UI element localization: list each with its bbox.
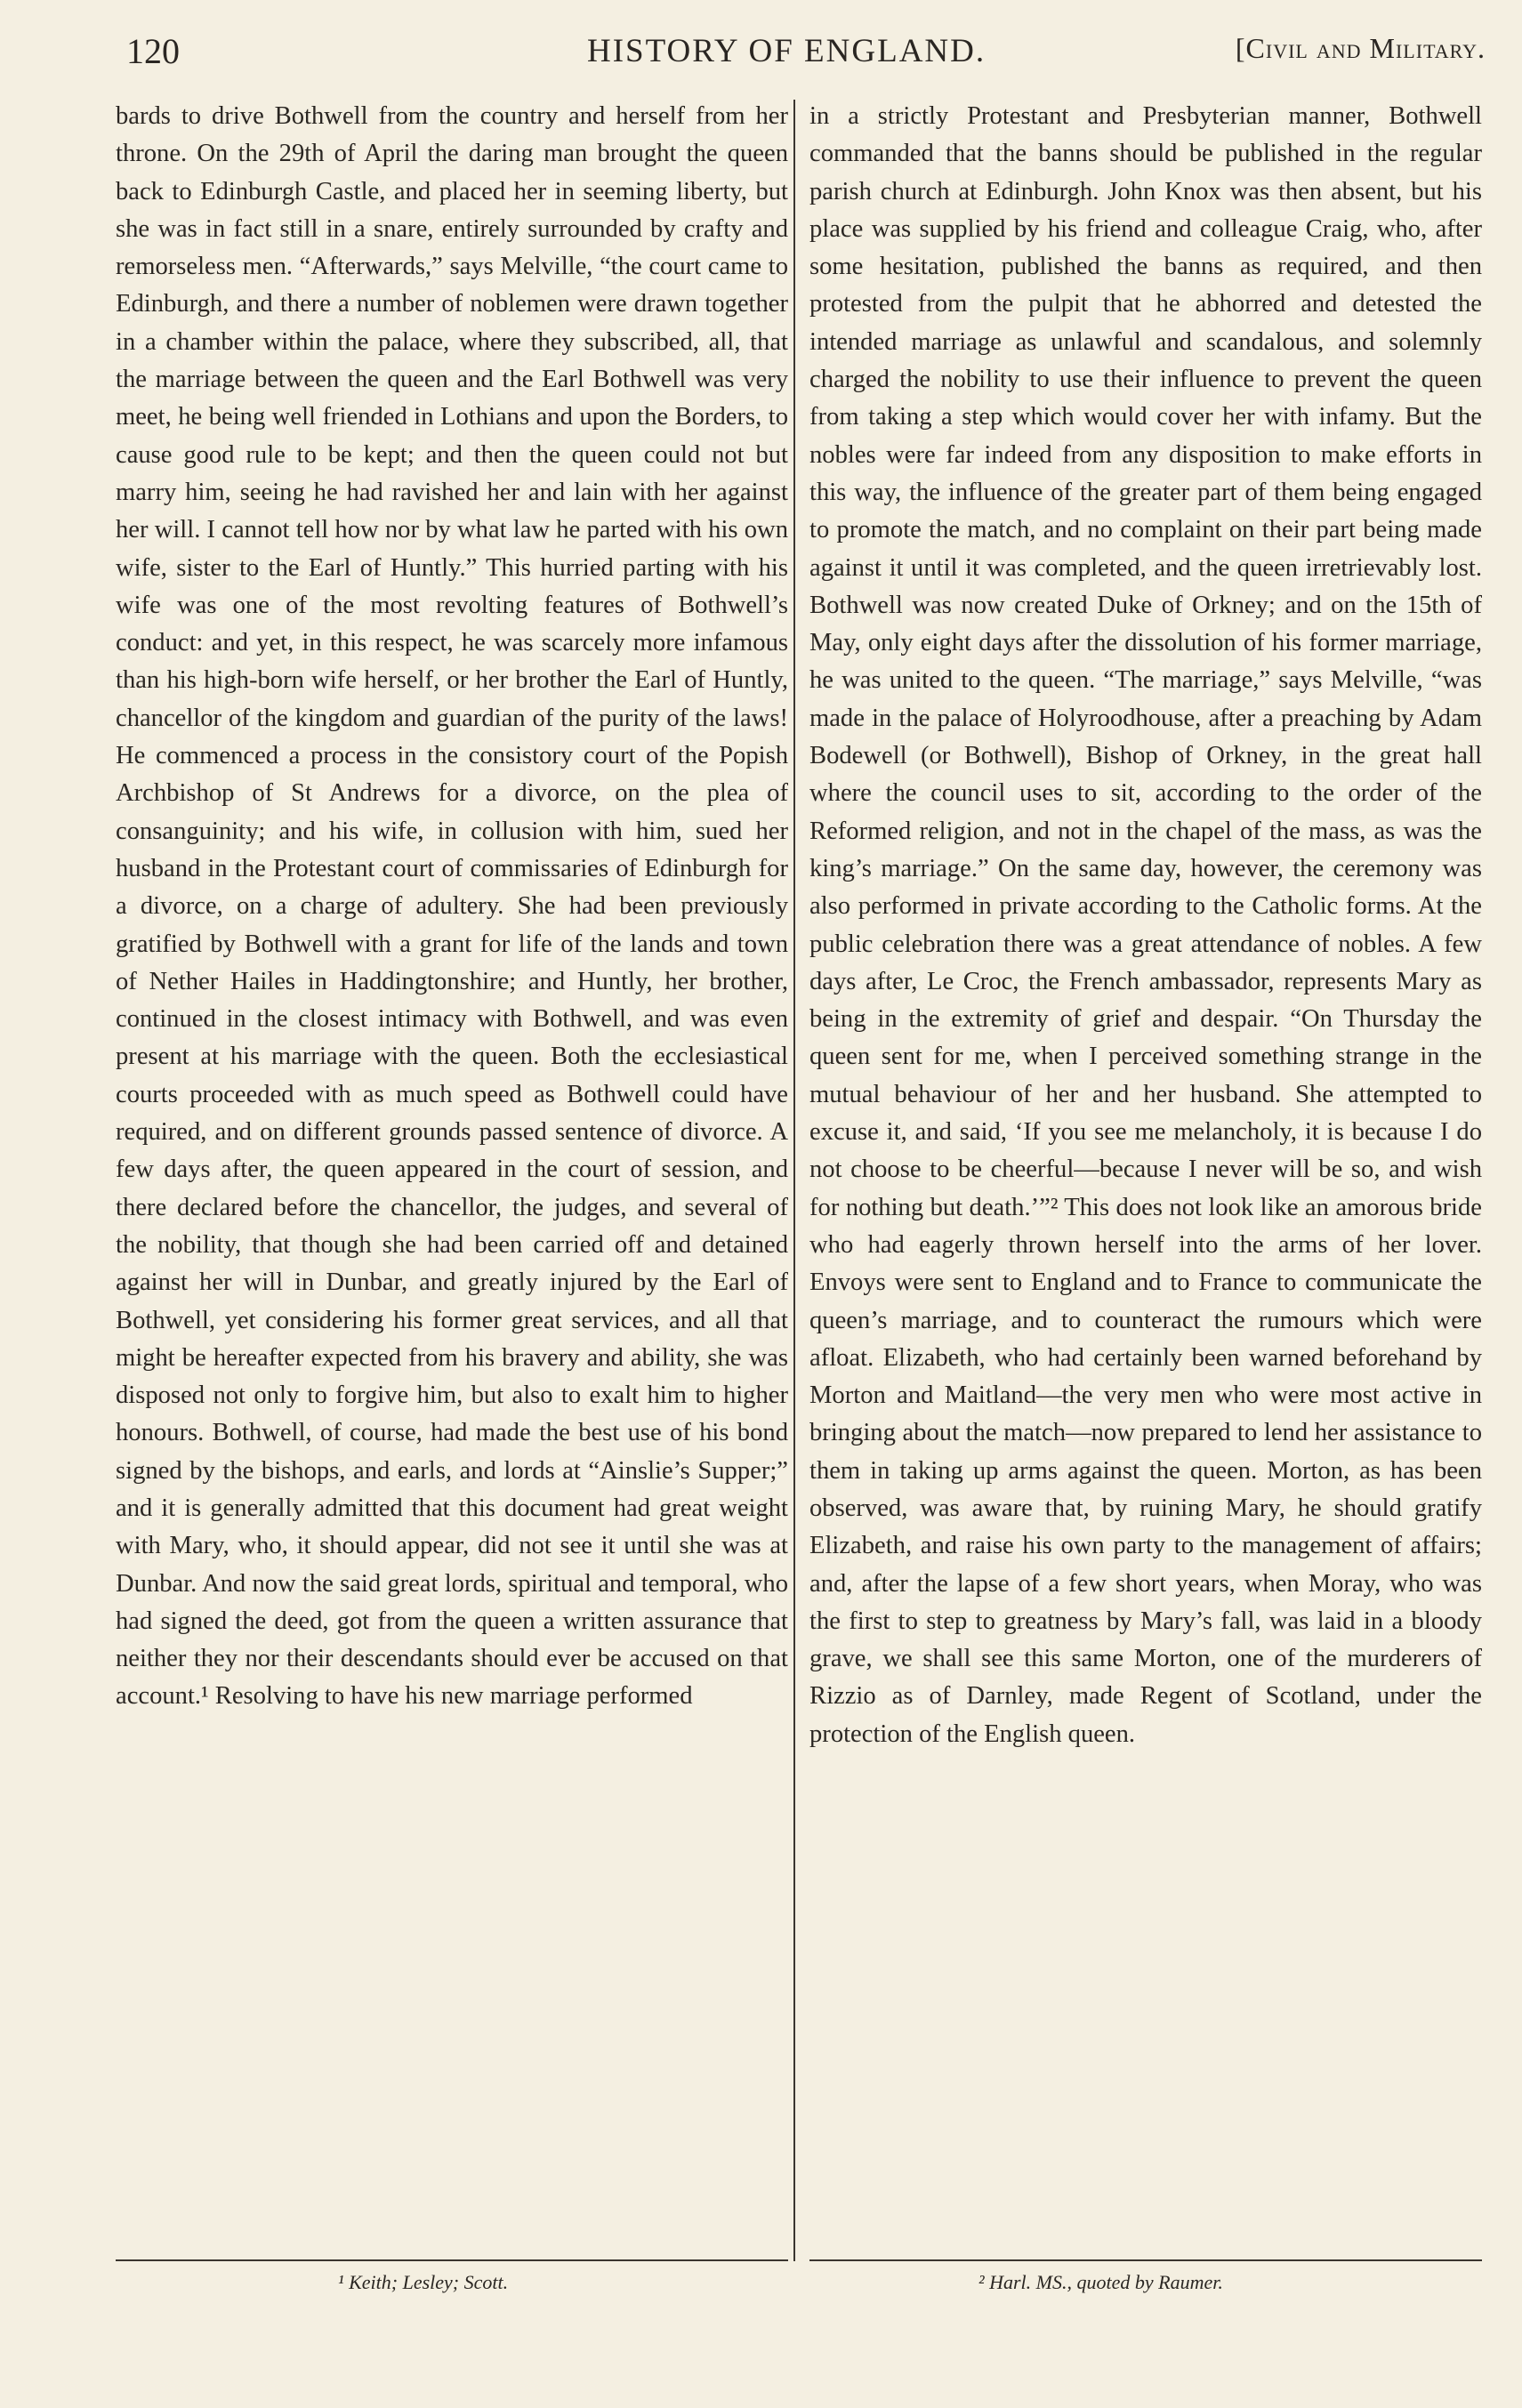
column-divider (793, 100, 795, 2261)
section-heading: [Civil and Military. (1235, 32, 1486, 64)
left-column-text: bards to drive Bothwell from the country and herself from her throne. On the 29th of April the daring man brought the queen back to Edinburgh Castle, and placed her in seeming liberty, but she was in fact still in a snare, entirely surrounded by crafty and remorseless men. “Afterwards,” says Melville, “the court came to Edinburgh, and there a number of noblemen were drawn together in a chamber within the palace, where they subscribed, all, that the marriage between the queen and the Earl Bothwell was very meet, he being well friended in Lothians and upon the Borders, to cause good rule to be kept; and then the queen could not but marry him, seeing he had ravished her and lain with her against her will. I cannot tell how nor by what law he parted with his own wife, sister to the Earl of Huntly.” This hurried parting with his wife was one of the most revolting features of Bothwell’s conduct: and yet, in this respect, he was scarcely more infamous than his high-born wife herself, or her brother the Earl of Huntly, chancellor of the kingdom and guardian of the purity of the laws! He commenced a process in the consistory court of the Popish Archbishop of St Andrews for a divorce, on the plea of consanguinity; and his wife, in collusion with him, sued her husband in the Protestant court of commissaries of Edinburgh for a divorce, on a charge of adultery. She had been previously gratified by Bothwell with a grant for life of the lands and town of Nether Hailes in Haddingtonshire; and Huntly, her brother, continued in the closest intimacy with Bothwell, and was even present at his marriage with the queen. Both the ecclesiastical courts proceeded with as much speed as Bothwell could have required, and on different grounds passed sentence of divorce. A few days after, the queen appeared in the court of session, and there declared before the chancellor, the judges, and several of the nobility, that though she had been carried off and detained against her will in Dunbar, and greatly injured by the Earl of Bothwell, yet considering his former great services, and all that might be hereafter expected from his bravery and ability, she was disposed not only to forgive him, but also to exalt him to higher honours. Bothwell, of course, had made the best use of his bond signed by the bishops, and earls, and lords at “Ainslie’s Supper;” and it is generally admitted that this document had great weight with Mary, who, it should appear, did not see it until she was at Dunbar. And now the said great lords, spiritual and temporal, who had signed the deed, got from the queen a written assurance that neither they nor their descendants should ever be accused on that account.¹ Resolving to have his new marriage performed (116, 102, 788, 1711)
footnote-rule-left (116, 2259, 788, 2261)
footnote-rule-right (809, 2259, 1482, 2261)
footnote-left: ¹ Keith; Lesley; Scott. (338, 2271, 509, 2293)
left-column (116, 98, 788, 2251)
right-column (809, 98, 1482, 2251)
running-title: HISTORY OF ENGLAND. (587, 33, 986, 69)
page-number: 120 (126, 31, 180, 71)
page-header (116, 30, 1486, 75)
right-column-text: in a strictly Protestant and Presbyterian manner, Bothwell commanded that the banns should be published in the regular parish church at Edinburgh. John Knox was then absent, but his place was supplied by his friend and colleague Craig, who, after some hesitation, published the banns as required, and then protested from the pulpit that he abhorred and detested the intended marriage as unlawful and scandalous, and solemnly charged the nobility to use their influence to prevent the queen from taking a step which would cover her with infamy. But the nobles were far indeed from any disposition to make efforts in this way, the influence of the greater part of them being engaged to promote the match, and no complaint on their part being made against it until it was completed, and the queen irretrievably lost. Bothwell was now created Duke of Orkney; and on the 15th of May, only eight days after the dissolution of his former marriage, he was united to the queen. “The marriage,” says Melville, “was made in the palace of Holyroodhouse, after a preaching by Adam Bodewell (or Bothwell), Bishop of Orkney, in the great hall where the council uses to sit, according to the order of the Reformed religion, and not in the chapel of the mass, as was the king’s marriage.” On the same day, however, the ceremony was also performed in private according to the Catholic forms. At the public celebration there was a great attendance of nobles. A few days after, Le Croc, the French ambassador, represents Mary as being in the extremity of grief and despair. “On Thursday the queen sent for me, when I perceived something strange in the mutual behaviour of her and her husband. She attempted to excuse it, and said, ‘If you see me melancholy, it is because I do not choose to be cheerful—because I never will be so, and wish for nothing but death.’”² This does not look like an amorous bride who had eagerly thrown herself into the arms of her lover. Envoys were sent to England and to France to communicate the queen’s marriage, and to counteract the rumours which were afloat. Elizabeth, who had certainly been warned beforehand by Morton and Maitland—the very men who were most active in bringing about the match—now prepared to lend her assistance to them in taking up arms against the queen. Morton, as has been observed, was aware that, by ruining Mary, he should gratify Elizabeth, and raise his own party to the management of affairs; and, after the lapse of a few short years, when Moray, who was the first to step to greatness by Mary’s fall, was laid in a bloody grave, we shall see this same Morton, one of the murderers of Rizzio as of Darnley, made Regent of Scotland, under the protection of the English queen. (809, 102, 1482, 1748)
footnote-right: ² Harl. MS., quoted by Raumer. (978, 2271, 1223, 2293)
